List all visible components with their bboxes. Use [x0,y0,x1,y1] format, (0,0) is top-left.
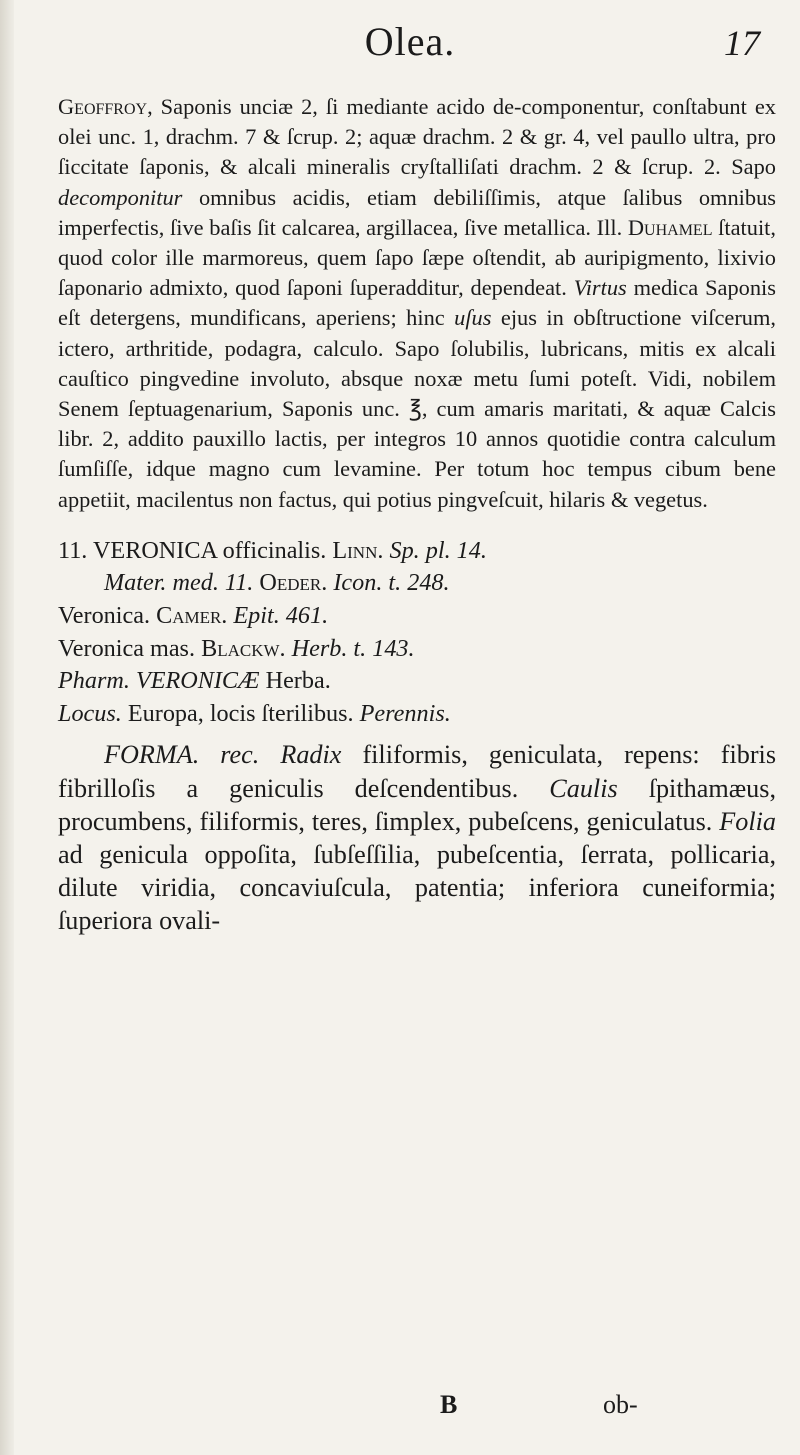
ref-blackwell-work: Herb. t. 143. [291,634,415,662]
ref-mater-medica: Mater. med. 11. [104,569,254,597]
pharm-name: VERONICÆ [135,667,260,695]
paragraph-text: medica Saponis eſt detergens, mundificans, aperiens; hinc [58,275,776,331]
veronica-entry [58,535,776,731]
author-duhamel: Duhamel [627,214,713,240]
term-folia: Folia [719,806,776,836]
paragraph-text: ejus in obſtructione viſcerum, ictero, arthritide, podagra, calculo. Sapo ſolubilis, lubricans, mitis ex alcali cauſtico pingvedine involuto, absque noxæ metu ſumi poteſt. Vidi, nobilem Senem ſeptuagenarium, Saponis unc. ℥, cum amaris maritati, & aquæ Calcis libr. 2, addito pauxillo lactis, per integros 10 annos quotidie contra calculum ſumſiſſe, idque magno cum levamine. Per totum hoc tempus cibum bene appetiit, macilentus non factus, qui potius pingveſcuit, hilaris & vegetus. [58,305,776,512]
ref-oeder: Oeder. [259,569,328,597]
synonym-name: Veronica mas. [58,634,196,662]
ref-camerarius-work: Epit. 461. [233,602,329,630]
forma-description [58,738,776,937]
pharm-label: Pharm. [58,667,130,695]
page-number: 17 [724,23,760,63]
paragraph-text: , Saponis unciæ 2, ſi mediante acido de-componentur, conſtabunt ex olei unc. 1, drachm. 7 & ſcrup. 2; aquæ drachm. 2 & gr. 4, vel paullo ultra, pro ſiccitate ſaponis, & alcali mineralis cryſtalliſati drachm. 2 & ſcrup. 2. Sapo [58,94,776,180]
paragraph-text: omnibus acidis, etiam debiliſſimis, atque ſalibus omnibus imperfectis, ſive baſis ſit calcarea, argillacea, ſive metallica. Ill. [58,184,776,240]
term-usus: uſus [454,305,492,331]
locus-line [58,698,776,731]
term-caulis: Caulis [549,773,618,803]
entry-ref-line [58,567,776,600]
page-header [60,18,760,78]
spacer-text [259,740,280,769]
term-decomponitur: decomponitur [58,184,183,210]
ref-linnaeus: Linn. [332,536,384,564]
locus-label: Locus. [58,699,122,727]
synonym-name: Veronica. [58,602,151,630]
locus-text: Europa, locis ſterilibus. [127,699,354,727]
running-title: Olea. [364,19,456,64]
paragraph-text: ſtatuit, quod color ille marmoreus, quem ſapo ſæpe oſtendit, ab auripigmento, lixivio ſaponario admixto, quod ſaponi ſuperadditur, dependeat. [58,214,776,301]
signature-line [0,1390,800,1426]
author-geoffroy: Geoffroy [58,94,148,119]
page-edge [0,0,14,1455]
entry-name: VERONICA [92,536,217,564]
forma-label: FORMA. rec. [104,740,260,770]
body-text [58,92,776,938]
pharmacopoeia-line [58,665,776,698]
ref-linnaeus-work: Sp. pl. 14. [389,536,487,564]
description-text: ad genicula oppoſita, ſubſeſſilia, pubeſcentia, ſerrata, pollicaria, dilute viridia, concaviuſcula, patentia; inferiora cuneiformia; ſuperiora ovali- [58,840,776,936]
ref-blackwell: Blackw. [201,634,286,662]
signature-mark: B [440,1390,458,1419]
synonym-camerarius [58,600,776,633]
term-virtus: Virtus [573,275,627,301]
soap-paragraph [58,92,776,515]
term-radix: Radix [280,740,342,770]
ref-camerarius: Camer. [156,602,228,630]
pharm-part: Herba. [265,667,331,695]
catchword: ob- [603,1390,638,1419]
entry-epithet: officinalis. [222,536,327,564]
description-text: ſpithamæus, procumbens, filiformis, teres, ſimplex, pubeſcens, geniculatus. [58,773,776,836]
entry-number: 11. [58,536,88,564]
description-text: filiformis, geniculata, repens: fibris fibrilloſis a geniculis deſcendentibus. [58,740,777,803]
ref-oeder-work: Icon. t. 248. [333,569,450,597]
entry-heading [58,535,776,568]
perennis-label: Perennis. [359,699,451,727]
synonym-blackwell [58,633,776,666]
